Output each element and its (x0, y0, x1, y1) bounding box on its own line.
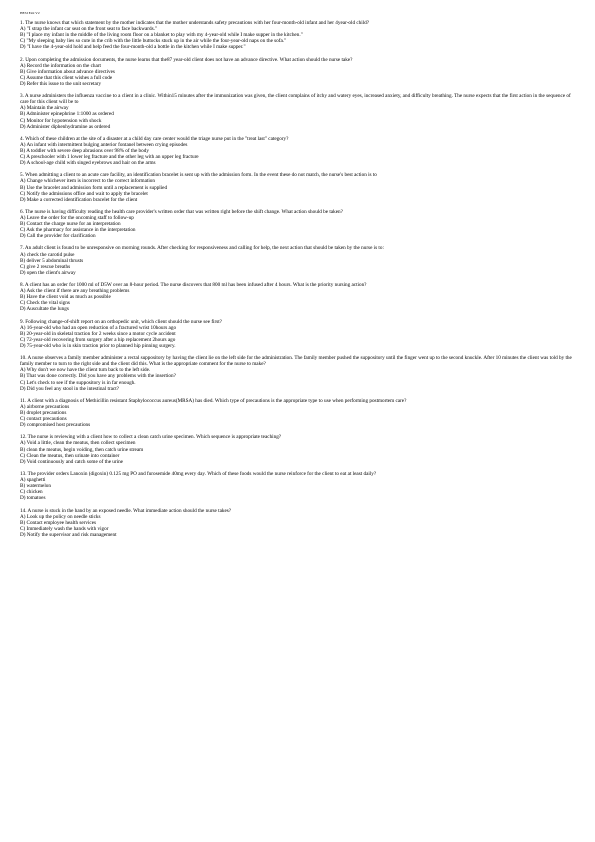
answer-option: A) Leave the order for the oncoming staff to follow-up (20, 215, 134, 221)
answer-option: D) Refer this issue to the unit secretary (20, 80, 102, 87)
page-header: HESI Exit V2 (20, 11, 40, 15)
answer-option: B) Use the bracelet and admission form until a replacement is supplied (20, 184, 168, 191)
answer-option: A) Maintain the airway (20, 105, 69, 112)
answer-option: B) Contact employee health services (20, 519, 97, 526)
answer-option: C) Immediately wash the hands with vigor (20, 525, 109, 532)
question-stem: 6. The nurse is having difficulty reading the health care provider's written order that was written right before the shift change. What action should be taken? (20, 208, 343, 215)
answer-option: B) A toddler with severe deep abrasions over 98% of the body (20, 147, 149, 154)
answer-option: A) Void a little, clean the meatus, then collect specimen (20, 440, 136, 447)
answer-option: D) Did you feel any stool in the intestinal tract? (20, 385, 119, 392)
question-list (20, 20, 576, 544)
answer-option: B) droplet precautions (20, 410, 67, 416)
answer-option: A) Change whichever item is incorrect to the correct information (20, 178, 155, 185)
answer-option: C) give 2 rescue breaths (20, 263, 71, 270)
question-stem: 10. A nurse observes a family member administer a rectal suppository by having the client lie on the left side for the administration. The family member pushed the suppository until the finger went up to the second knuckle. After 10 minutes the client was told by the family member to turn to the right side and the client did this. What is the appropriate comment for the nurse to make? (20, 355, 572, 368)
answer-option: D) A school-age child with singed eyebrows and hair on the arms (20, 160, 156, 167)
answer-option: B) Administer epinephrine 1:1000 as ordered (20, 111, 114, 118)
answer-option: C) Check the vital signs (20, 300, 70, 307)
question-block (20, 355, 576, 392)
answer-option: D) Call the provider for clarification (20, 233, 96, 240)
answer-option: A) "I strap the infant car seat on the front seat to face backwards." (20, 26, 158, 33)
answer-option: C) A preschooler with 1 lower leg fracture and the other leg with an upper leg fracture (20, 154, 199, 161)
answer-option: A) airborne precautions (20, 403, 70, 410)
question-block (20, 508, 576, 538)
question-block (20, 434, 576, 464)
answer-option: C) "My sleeping baby lies so cute in the crib with the little buttocks stuck up in the air while the four-year-old naps on the sofa." (20, 38, 287, 45)
question-block (20, 398, 576, 428)
answer-option: A) 16-year-old who had an open reduction of a fractured wrist 10hours ago (20, 324, 177, 331)
question-stem: 11. A client with a diagnosis of Methicillin resistant Staphylococcus aureus(MRSA) has died. Which type of precautions is the appropriate type to use when performing postmortem care? (20, 397, 407, 404)
question-block (20, 209, 576, 239)
question-stem: 7. An adult client is found to be unresponsive on morning rounds. After checking for responsiveness and calling for help, the next action that should be taken by the nurse is to: (20, 245, 384, 252)
answer-option: A) spaghetti (20, 477, 46, 484)
question-block (20, 172, 576, 202)
answer-option: C) contact precautions (20, 416, 67, 423)
question-stem: 1. The nurse knows that which statement by the mother indicates that the mother understands safety precautions with her four-month-old infant and her 4year-old child? (20, 20, 370, 26)
question-stem: 12. The nurse is reviewing with a client how to collect a clean catch urine specimen. Which sequence is appropriate teaching? (20, 434, 282, 441)
question-stem: 8. A client has an order for 1000 ml of D5W over an 8-hour period. The nurse discovers that 800 ml has been infused after 4 hours. What is the priority nursing action? (20, 282, 367, 289)
answer-option: C) Monitor for hypotension with shock (20, 117, 102, 124)
answer-option: B) Have the client void as much as possible (20, 294, 111, 301)
answer-option: B) clean the meatus, begin voiding, then catch urine stream (20, 446, 144, 453)
answer-option: A) check the carotid pulse (20, 251, 75, 258)
answer-option: B) Contact the charge nurse for an interpretation (20, 221, 121, 228)
answer-option: C) 72-year-old recovering from surgery after a hip replacement 2hours ago (20, 336, 176, 343)
question-block (20, 93, 576, 130)
answer-option: B) "I place my infant in the middle of the living room floor on a blanket to play with my 4-year-old while I make supper in the kitchen." (20, 32, 303, 39)
answer-option: A) Ask the client if there are any breathing problems (20, 288, 130, 295)
question-stem: 2. Upon completing the admission documents, the nurse learns that the87 year-old client does not have an advance directive. What action should the nurse take? (20, 56, 353, 63)
question-block (20, 282, 576, 312)
answer-option: D) tomatoes (20, 495, 46, 502)
answer-option: D) Make a corrected identification bracelet for the client (20, 196, 138, 203)
answer-option: B) Give information about advance directives (20, 68, 115, 75)
question-block (20, 136, 576, 166)
question-block (20, 471, 576, 501)
answer-option: D) open the client's airway (20, 269, 76, 276)
answer-option: C) Notify the admissions office and wait to apply the bracelet (20, 190, 148, 197)
answer-option: D) Auscultate the lungs (20, 306, 69, 313)
answer-option: A) Record the information on the chart (20, 62, 101, 69)
answer-option: C) Let's check to see if the suppository is in far enough. (20, 379, 136, 386)
question-block (20, 245, 576, 275)
question-stem: 14. A nurse is stuck in the hand by an exposed needle. What immediate action should the nurse takes? (20, 507, 232, 514)
answer-option: B) That was done correctly. Did you have any problems with the insertion? (20, 373, 176, 380)
answer-option: B) deliver 5 abdominal thrusts (20, 257, 84, 264)
answer-option: D) "I have the 4-year-old hold and help feed the four-month-old a bottle in the kitchen while I make supper." (20, 44, 246, 51)
question-stem: 3. A nurse administers the influenza vaccine to a client in a clinic. Within15 minutes after the immunization was given, the client complains of itchy and watery eyes, increased anxiety, and difficulty breathing. The nurse expects that the first action in the sequence of care for this client will be to (20, 93, 571, 106)
question-stem: 4. Which of these children at the site of a disaster at a child day care center would the triage nurse put in the "treat last" category? (20, 135, 289, 142)
question-stem: 9. Following change-of-shift report on an orthopedic unit, which client should the nurse see first? (20, 318, 222, 325)
answer-option: D) 75-year-old who is in skin traction prior to planned hip pinning surgery. (20, 342, 176, 349)
question-block (20, 20, 576, 50)
answer-option: C) Assume that this client wishes a full code (20, 74, 113, 81)
answer-option: A) An infant with intermittent bulging anterior fontanel between crying episodes (20, 141, 188, 148)
question-stem: 5. When admitting a client to an acute care facility, an identification bracelet is sent up with the admission form. In the event these do not match, the nurse's best action is to (20, 172, 377, 179)
answer-option: C) chicken (20, 489, 43, 496)
question-block (20, 319, 576, 349)
answer-option: D) Notify the supervisor and risk management (20, 531, 117, 538)
answer-option: D) Administer diphenhydramine as ordered (20, 123, 111, 130)
question-stem: 13. The provider orders Lanoxin (digoxin) 0.125 mg PO and furosemide 40mg every day. Which of these foods would the nurse reinforce for the client to eat at least daily? (20, 470, 377, 477)
answer-option: B) 20-year-old in skeletal traction for 2 weeks since a motor cycle accident (20, 330, 176, 337)
answer-option: C) Clean the meatus, then urinate into container (20, 452, 120, 459)
answer-option: A) Look up the policy on needle sticks (20, 513, 101, 520)
question-block (20, 57, 576, 87)
answer-option: D) compromised host precautions (20, 422, 91, 429)
answer-option: C) Ask the pharmacy for assistance in the interpretation (20, 227, 136, 234)
answer-option: A) Why don't we now have the client turn back to the left side. (20, 367, 151, 374)
answer-option: B) watermelon (20, 483, 51, 490)
answer-option: D) Void continuously and catch some of the urine (20, 458, 123, 465)
